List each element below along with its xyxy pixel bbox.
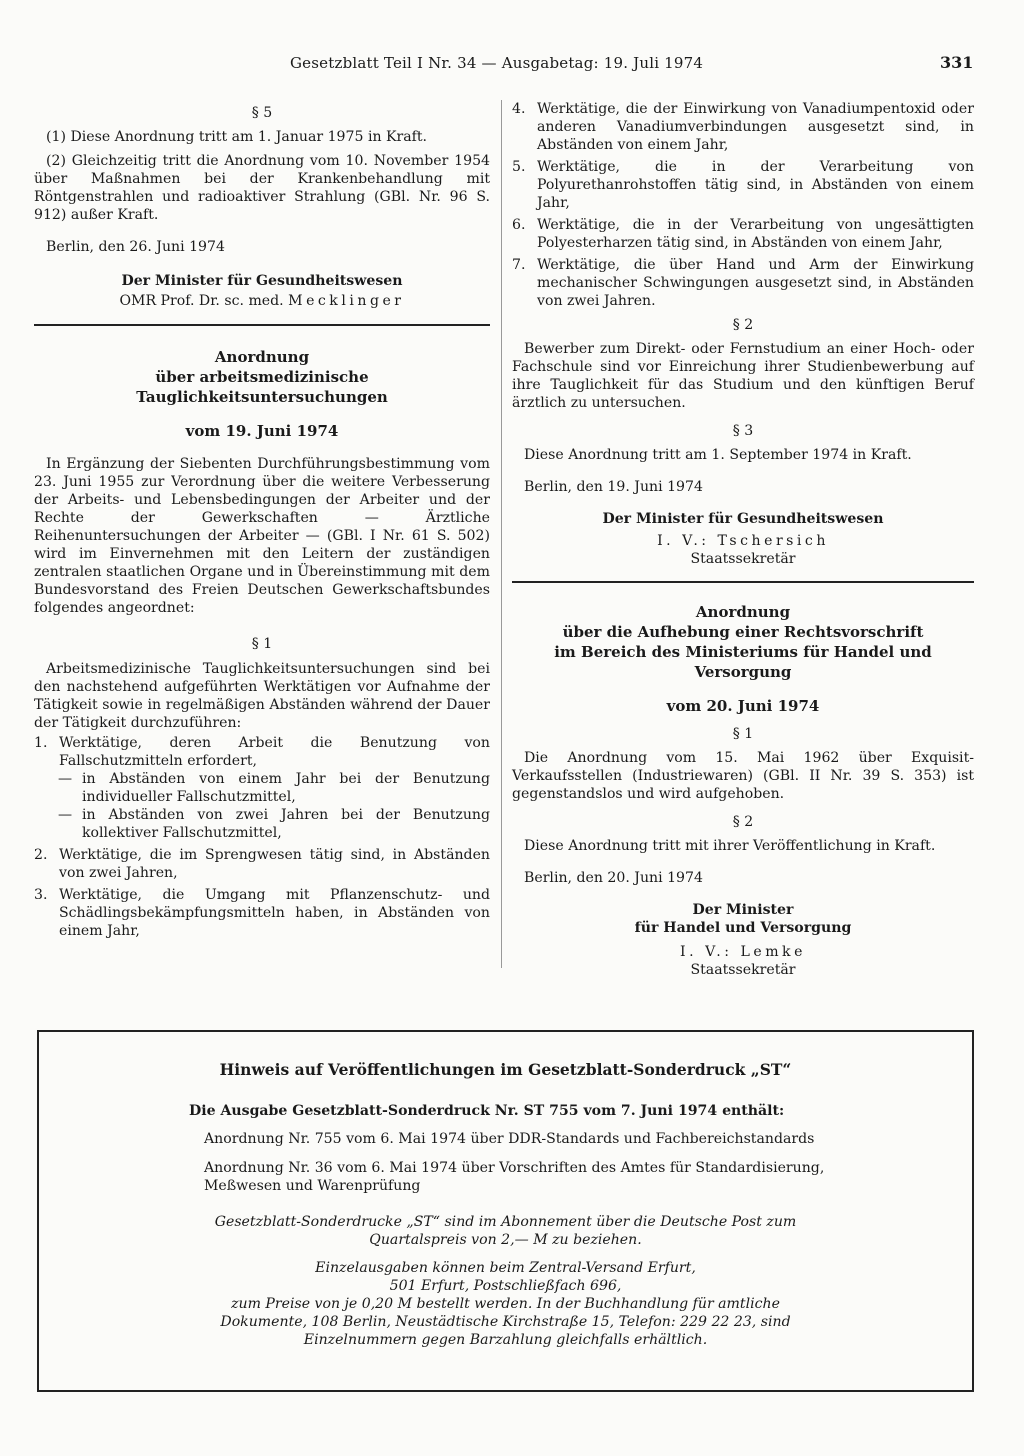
page-header: [40, 53, 974, 74]
signer-role: Staatssekretär: [690, 551, 796, 567]
ordinance-title: Anordnung: [695, 603, 791, 621]
paragraph: (1) Diese Anordnung tritt am 1. Januar 1975 in Kraft.: [46, 129, 428, 145]
column-divider: [501, 100, 502, 968]
ordering-note: Einzelnummern gegen Barzahlung gleichfalls erhältlich.: [303, 1332, 708, 1348]
list-item: 1. Werktätige, deren Arbeit die Benutzung von Fallschutzmitteln erfordert,: [34, 735, 490, 769]
signer-title: Der Minister: [692, 902, 794, 918]
section-heading: § 2: [732, 814, 754, 830]
notice-subtitle: Die Ausgabe Gesetzblatt-Sonderdruck Nr. ST 755 vom 7. Juni 1974 enthält:: [189, 1103, 785, 1119]
section-heading: § 1: [251, 636, 273, 652]
ordinance-subject: im Bereich des Ministeriums für Handel und Versorgung: [554, 643, 932, 681]
signer-name: I. V.: Lemke: [680, 944, 806, 960]
paragraph: Diese Anordnung tritt am 1. September 1974 in Kraft.: [524, 447, 912, 463]
list-item: 3. Werktätige, die Umgang mit Pflanzenschutz- und Schädlingsbekämpfungsmitteln haben, in Abständen von einem Jahr,: [34, 887, 490, 939]
section-heading: § 1: [732, 726, 754, 742]
list-item: — in Abständen von einem Jahr bei der Benutzung individueller Fallschutzmittel,: [58, 771, 490, 805]
enumerated-list: [512, 100, 974, 310]
signer-title: Der Minister für Gesundheitswesen: [602, 511, 884, 527]
ordering-note: Einzelausgaben können beim Zentral-Versand Erfurt,: [315, 1260, 696, 1276]
notice-entry: Anordnung Nr. 755 vom 6. Mai 1974 über DDR-Standards und Fachbereichstandards: [204, 1131, 815, 1147]
ordering-note: Dokumente, 108 Berlin, Neustädtische Kirchstraße 15, Telefon: 229 22 23, sind: [220, 1314, 791, 1330]
notice-title: Hinweis auf Veröffentlichungen im Gesetzblatt-Sonderdruck „ST“: [219, 1060, 792, 1079]
section-heading: § 2: [732, 317, 754, 333]
list-item: 2. Werktätige, die im Sprengwesen tätig sind, in Abständen von zwei Jahren,: [34, 847, 490, 881]
section-rule: [34, 324, 490, 326]
signer-title: Der Minister für Gesundheitswesen: [121, 273, 403, 289]
page-number: 331: [940, 53, 974, 72]
ordinance-date: vom 20. Juni 1974: [666, 697, 820, 715]
notice-entry: Meßwesen und Warenprüfung: [204, 1178, 421, 1194]
section-heading: § 5: [251, 105, 273, 121]
paragraph: Bewerber zum Direkt- oder Fernstudium an einer Hoch- oder Fachschule sind vor Einreichung ihrer Studienbewerbung auf ihre Tauglichkeit für das Studium und den künftigen Beruf ärztlich zu untersuchen.: [512, 341, 974, 411]
ordering-note: zum Preise von je 0,20 M bestellt werden. In der Buchhandlung für amtliche: [231, 1296, 780, 1312]
paragraph: Arbeitsmedizinische Tauglichkeitsuntersuchungen sind bei den nachstehend aufgeführten Werktätigen vor Aufnahme der Tätigkeit sowie in regelmäßigen Abständen während der Dauer der Tätigkeit durchzuführen:: [34, 661, 490, 731]
ordinance-title: Anordnung: [214, 348, 310, 366]
section-heading: § 3: [732, 423, 754, 439]
enumerated-list: [34, 846, 490, 940]
notice-entry: Anordnung Nr. 36 vom 6. Mai 1974 über Vorschriften des Amtes für Standardisierung,: [204, 1160, 825, 1176]
list-item: — in Abständen von zwei Jahren bei der Benutzung kollektiver Fallschutzmittel,: [58, 807, 490, 841]
place-date: Berlin, den 26. Juni 1974: [46, 239, 225, 255]
list-item: 7. Werktätige, die über Hand und Arm der Einwirkung mechanischer Schwingungen ausgesetzt sind, in Abständen von zwei Jahren.: [512, 257, 974, 309]
section-rule: [512, 581, 974, 583]
subscription-note: Gesetzblatt-Sonderdrucke „ST“ sind im Abonnement über die Deutsche Post zum: [214, 1214, 797, 1230]
list-item: 4. Werktätige, die der Einwirkung von Vanadiumpentoxid oder anderen Vanadiumverbindungen ausgesetzt sind, in Abständen von einem Jahr,: [512, 101, 974, 153]
ordinance-subject: über die Aufhebung einer Rechtsvorschrift: [562, 623, 924, 641]
right-column: [512, 100, 974, 979]
paragraph: Diese Anordnung tritt mit ihrer Veröffentlichung in Kraft.: [524, 838, 936, 854]
paragraph: (2) Gleichzeitig tritt die Anordnung vom 10. November 1954 über Maßnahmen bei der Krankenbehandlung mit Röntgenstrahlen und radioaktiver Strahlung (GBl. Nr. 96 S. 912) außer Kraft.: [34, 153, 490, 223]
enumerated-list: [34, 734, 490, 770]
signer-name: I. V.: Tschersich: [657, 533, 829, 549]
subscription-note: Quartalspreis von 2,— M zu beziehen.: [369, 1232, 642, 1248]
notice-box: [37, 1030, 974, 1392]
signer-role: Staatssekretär: [690, 962, 796, 978]
preamble: In Ergänzung der Siebenten Durchführungsbestimmung vom 23. Juni 1955 zur Verordnung über die weitere Verbesserung der Arbeits- und Lebensbedingungen der Arbeiter und der Rechte der Gewerkschaften — Ärztliche Reihenuntersuchungen der Arbeiter — (GBl. I Nr. 61 S. 502) wird im Einvernehmen mit den Leitern der zuständigen zentralen staatlichen Organe und in Übereinstimmung mit dem Bundesvorstand des Freien Deutschen Gewerkschaftsbundes folgendes angeordnet:: [34, 456, 490, 616]
place-date: Berlin, den 19. Juni 1974: [524, 479, 703, 495]
ordinance-date: vom 19. Juni 1974: [185, 422, 339, 440]
list-item: 5. Werktätige, die in der Verarbeitung von Polyurethanrohstoffen tätig sind, in Abständen von einem Jahr,: [512, 159, 974, 211]
signer-prefix: OMR Prof. Dr. sc. med.: [119, 293, 284, 309]
place-date: Berlin, den 20. Juni 1974: [524, 870, 703, 886]
dash-list: [34, 770, 490, 842]
ordinance-subject: über arbeitsmedizinische Tauglichkeitsuntersuchungen: [136, 368, 388, 406]
list-item: 6. Werktätige, die in der Verarbeitung von ungesättigten Polyesterharzen tätig sind, in Abständen von einem Jahr,: [512, 217, 974, 251]
signer-line: [34, 292, 490, 310]
signer-name: Mecklinger: [288, 293, 405, 309]
ordering-note: 501 Erfurt, Postschließfach 696,: [389, 1278, 622, 1294]
header-title: Gesetzblatt Teil I Nr. 34 — Ausgabetag: 19. Juli 1974: [290, 54, 704, 72]
left-column: [34, 104, 490, 940]
signer-title: für Handel und Versorgung: [634, 920, 852, 936]
paragraph: Die Anordnung vom 15. Mai 1962 über Exquisit-Verkaufsstellen (Industriewaren) (GBl. II Nr. 39 S. 353) ist gegenstandslos und wird aufgehoben.: [512, 750, 974, 802]
